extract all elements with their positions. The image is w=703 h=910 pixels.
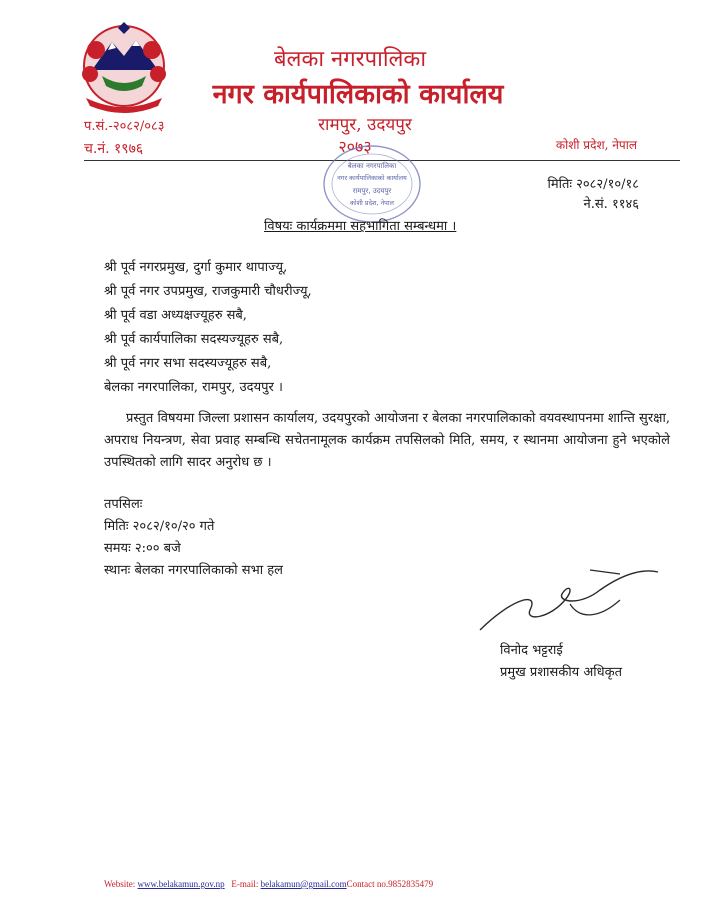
event-details [104,494,504,582]
recipient-item: श्री पूर्व वडा अध्यक्षज्यूहरु सबै, [104,308,247,323]
email-link[interactable]: belakamun@gmail.com [260,879,347,889]
established-year: २०७३ [338,137,372,156]
recipient-item: श्री पूर्व नगर उपप्रमुख, राजकुमारी चौधरीज्यू, [104,284,312,299]
recipient-item: श्री पूर्व नगरप्रमुख, दुर्गा कुमार थापाज्यू, [104,260,288,275]
reference-number: प.सं.-२०८२/०८३ [84,119,165,134]
event-venue: स्थानः बेलका नगरपालिकाको सभा हल [104,563,283,578]
email-label: E-mail: [224,879,261,889]
recipient-item: बेलका नगरपालिका, रामपुर, उदयपुर । [104,380,283,395]
letter-subject [264,218,456,236]
org-name: बेलका नगरपालिका [273,47,427,72]
nepal-emblem-icon [72,20,176,118]
event-time: समयः २:०० बजे [104,541,181,556]
recipient-item: श्री पूर्व कार्यपालिका सदस्यज्यूहरु सबै, [104,332,284,347]
signatory-name: विनोद भट्टराई [500,643,563,658]
office-address: रामपुर, उदयपुर [318,115,412,135]
details-heading: तपसिलः [104,497,143,512]
stamp-line-4: कोशी प्रदेश, नेपाल [350,199,394,207]
office-name: नगर कार्यपालिकाको कार्यालय [212,79,504,110]
letter-body: प्रस्तुत विषयमा जिल्ला प्रशासन कार्यालय, उदयपुरको आयोजना र बेलका नगरपालिकाको वयवस्थापनमा शान्ति सुरक्षा, अपराध नियन्त्रण, सेवा प्रवाह सम्बन्धि सचेतनामूलक कार्यक्रम तपसिलको मिति, समय, र स्थानमा आयोजना हुने भएकोले उपस्थितको लागि सादर अनुरोध छ । [104,411,670,470]
website-link[interactable]: www.belakamun.gov.np [137,879,225,889]
office-stamp [318,138,426,230]
province: कोशी प्रदेश, नेपाल [555,138,637,152]
recipient-item: श्री पूर्व नगर सभा सदस्यज्यूहरु सबै, [104,356,272,371]
recipient-list [104,256,604,400]
contact-number: Contact no.9852835479 [346,879,434,889]
subject-text: विषयः कार्यक्रममा सहभागिता सम्बन्धमा । [264,219,457,234]
dispatch-number: च.नं. १९७६ [84,141,144,157]
signature [470,560,670,640]
footer-contact [104,878,433,890]
stamp-line-2: नगर कार्यपालिकाको कार्यालय [337,174,407,182]
nepal-sambat-date: ने.सं. ११४६ [583,197,639,212]
stamp-line-3: रामपुर, उदयपुर [352,187,392,195]
website-label: Website: [104,879,138,889]
event-date: मितिः २०८२/१०/२० गते [104,519,215,534]
signatory-title: प्रमुख प्रशासकीय अधिकृत [500,665,623,680]
stamp-line-1: बेलका नगरपालिका [347,162,397,170]
letter-date: मितिः २०८२/१०/१८ [547,177,639,192]
